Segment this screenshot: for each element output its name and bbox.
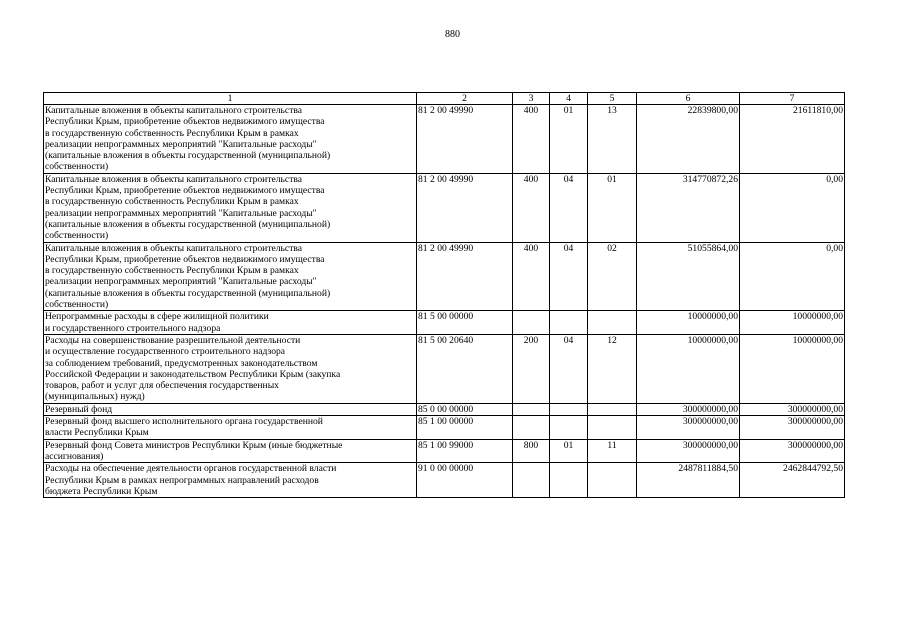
column-header-1: 1 (44, 93, 417, 105)
expense-name: Резервный фонд Совета министров Республики Крым (иные бюджетные ассигнования) (44, 439, 417, 463)
budget-table (43, 92, 845, 498)
section-code (550, 416, 588, 440)
amount-col7: 300000000,00 (740, 439, 845, 463)
table-row (44, 334, 845, 403)
target-article-code: 85 1 00 99000 (417, 439, 513, 463)
expense-name: Резервный фонд высшего исполнительного органа государственной власти Республики Крым (44, 416, 417, 440)
amount-col6: 300000000,00 (637, 439, 740, 463)
column-header-6: 6 (637, 93, 740, 105)
section-code: 04 (550, 173, 588, 242)
expense-name: Расходы на совершенствование разрешительной деятельности и осуществление государственного строительного надзора за соблюдением требований, предусмотренных законодательством Российской Федерации и законодательством Республики Крым (закупка товаров, работ и услуг для обеспечения государственных (муниципальных) нужд) (44, 334, 417, 403)
subsection-code (588, 463, 637, 498)
table-row (44, 105, 845, 174)
subsection-code (588, 416, 637, 440)
table-row (44, 403, 845, 415)
subsection-code (588, 311, 637, 335)
amount-col6: 10000000,00 (637, 334, 740, 403)
expense-name: Резервный фонд (44, 403, 417, 415)
expense-name: Капитальные вложения в объекты капитального строительства Республики Крым, приобретение объектов недвижимого имущества в государственную собственность Республики Крым в рамках реализации непрограммных мероприятий "Капитальные расходы" (капитальные вложения в объекты государственной (муниципальной) собственности) (44, 105, 417, 174)
amount-col7: 300000000,00 (740, 416, 845, 440)
amount-col7: 10000000,00 (740, 334, 845, 403)
expense-name: Капитальные вложения в объекты капитального строительства Республики Крым, приобретение объектов недвижимого имущества в государственную собственность Республики Крым в рамках реализации непрограммных мероприятий "Капитальные расходы" (капитальные вложения в объекты государственной (муниципальной) собственности) (44, 242, 417, 311)
column-header-4: 4 (550, 93, 588, 105)
column-header-2: 2 (417, 93, 513, 105)
section-code: 01 (550, 105, 588, 174)
table-row (44, 242, 845, 311)
expense-type-code (513, 463, 550, 498)
amount-col6: 22839800,00 (637, 105, 740, 174)
amount-col6: 300000000,00 (637, 416, 740, 440)
page-number: 880 (445, 29, 460, 40)
amount-col6: 10000000,00 (637, 311, 740, 335)
expense-type-code: 400 (513, 242, 550, 311)
target-article-code: 85 0 00 00000 (417, 403, 513, 415)
amount-col7: 10000000,00 (740, 311, 845, 335)
column-header-7: 7 (740, 93, 845, 105)
section-code: 04 (550, 334, 588, 403)
subsection-code: 13 (588, 105, 637, 174)
expense-type-code: 400 (513, 105, 550, 174)
expense-name: Капитальные вложения в объекты капитального строительства Республики Крым, приобретение объектов недвижимого имущества в государственную собственность Республики Крым в рамках реализации непрограммных мероприятий "Капитальные расходы" (капитальные вложения в объекты государственной (муниципальной) собственности) (44, 173, 417, 242)
subsection-code: 01 (588, 173, 637, 242)
expense-type-code: 400 (513, 173, 550, 242)
table-row (44, 173, 845, 242)
subsection-code (588, 403, 637, 415)
amount-col7: 2462844792,50 (740, 463, 845, 498)
section-code (550, 403, 588, 415)
section-code: 04 (550, 242, 588, 311)
table-row (44, 463, 845, 498)
subsection-code: 02 (588, 242, 637, 311)
amount-col7: 0,00 (740, 242, 845, 311)
expense-name: Расходы на обеспечение деятельности органов государственной власти Республики Крым в рамках непрограммных направлений расходов бюджета Республики Крым (44, 463, 417, 498)
amount-col6: 314770872,26 (637, 173, 740, 242)
amount-col6: 51055864,00 (637, 242, 740, 311)
subsection-code: 12 (588, 334, 637, 403)
table-row (44, 311, 845, 335)
column-header-3: 3 (513, 93, 550, 105)
target-article-code: 81 2 00 49990 (417, 105, 513, 174)
target-article-code: 91 0 00 00000 (417, 463, 513, 498)
expense-name: Непрограммные расходы в сфере жилищной политики и государственного строительного надзора (44, 311, 417, 335)
expense-type-code (513, 403, 550, 415)
section-code (550, 311, 588, 335)
section-code: 01 (550, 439, 588, 463)
target-article-code: 81 2 00 49990 (417, 173, 513, 242)
subsection-code: 11 (588, 439, 637, 463)
expense-type-code (513, 311, 550, 335)
target-article-code: 81 5 00 20640 (417, 334, 513, 403)
target-article-code: 81 2 00 49990 (417, 242, 513, 311)
column-header-5: 5 (588, 93, 637, 105)
section-code (550, 463, 588, 498)
table-row (44, 439, 845, 463)
amount-col7: 0,00 (740, 173, 845, 242)
amount-col7: 300000000,00 (740, 403, 845, 415)
amount-col6: 2487811884,50 (637, 463, 740, 498)
target-article-code: 81 5 00 00000 (417, 311, 513, 335)
expense-type-code (513, 416, 550, 440)
expense-type-code: 200 (513, 334, 550, 403)
amount-col6: 300000000,00 (637, 403, 740, 415)
target-article-code: 85 1 00 00000 (417, 416, 513, 440)
expense-type-code: 800 (513, 439, 550, 463)
table-row (44, 416, 845, 440)
header-row (44, 93, 845, 105)
amount-col7: 21611810,00 (740, 105, 845, 174)
